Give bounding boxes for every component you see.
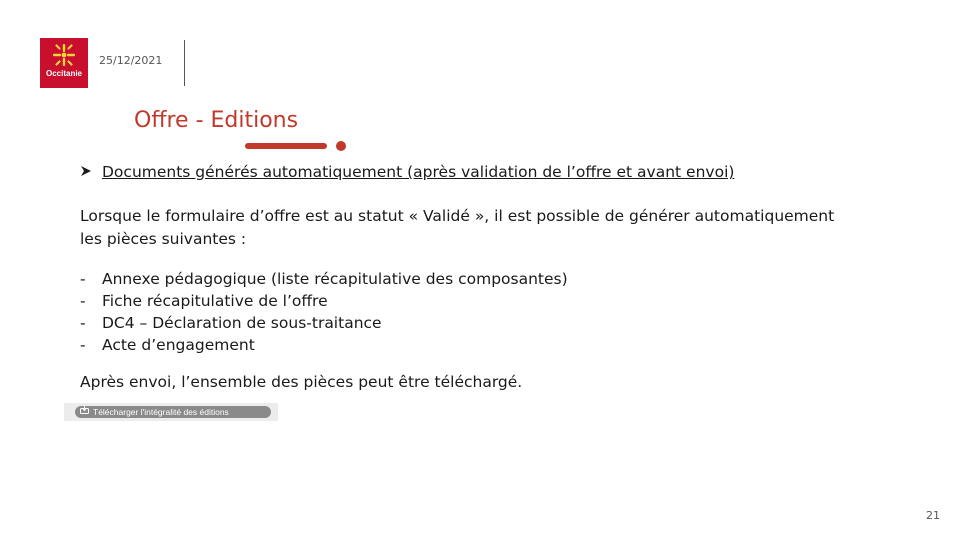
section-heading-text: Documents générés automatiquement (après validation de l’offre et avant envoi) <box>102 163 735 181</box>
list-item <box>80 312 568 334</box>
list-item-text: DC4 – Déclaration de sous-traitance <box>102 314 382 332</box>
list-item-text: Acte d’engagement <box>102 336 255 354</box>
intro-paragraph: Lorsque le formulaire d’offre est au statut « Validé », il est possible de générer automatiquement les pièces suivantes : <box>80 207 835 248</box>
list-dash: - <box>80 336 86 354</box>
list-dash: - <box>80 292 86 310</box>
download-icon <box>80 406 89 418</box>
list-item <box>80 268 568 290</box>
occitanie-logo <box>40 38 88 88</box>
download-all-editions-button[interactable] <box>75 406 271 418</box>
list-item-text: Annexe pédagogique (liste récapitulative des composantes) <box>102 270 568 288</box>
section-heading <box>80 163 734 181</box>
list-dash: - <box>80 314 86 332</box>
list-item <box>80 290 568 312</box>
page-number: 21 <box>926 509 940 522</box>
arrowhead-bullet-icon <box>80 163 94 181</box>
slide-title: Offre - Editions <box>134 108 299 133</box>
slide-date: 25/12/2021 <box>99 54 163 67</box>
download-screenshot <box>64 403 278 421</box>
list-item <box>80 334 568 356</box>
header-divider <box>184 40 185 86</box>
list-item-text: Fiche récapitulative de l’offre <box>102 292 328 310</box>
occitanie-cross-icon <box>51 42 77 68</box>
download-all-editions-label: Télécharger l'intégralité des éditions <box>93 407 229 417</box>
title-underline-dot <box>336 141 346 151</box>
logo-region-name: Occitanie <box>45 69 82 78</box>
list-dash: - <box>80 270 86 288</box>
title-underline-bar <box>245 143 327 149</box>
documents-list <box>80 268 568 356</box>
after-send-text: Après envoi, l’ensemble des pièces peut être téléchargé. <box>80 373 523 391</box>
